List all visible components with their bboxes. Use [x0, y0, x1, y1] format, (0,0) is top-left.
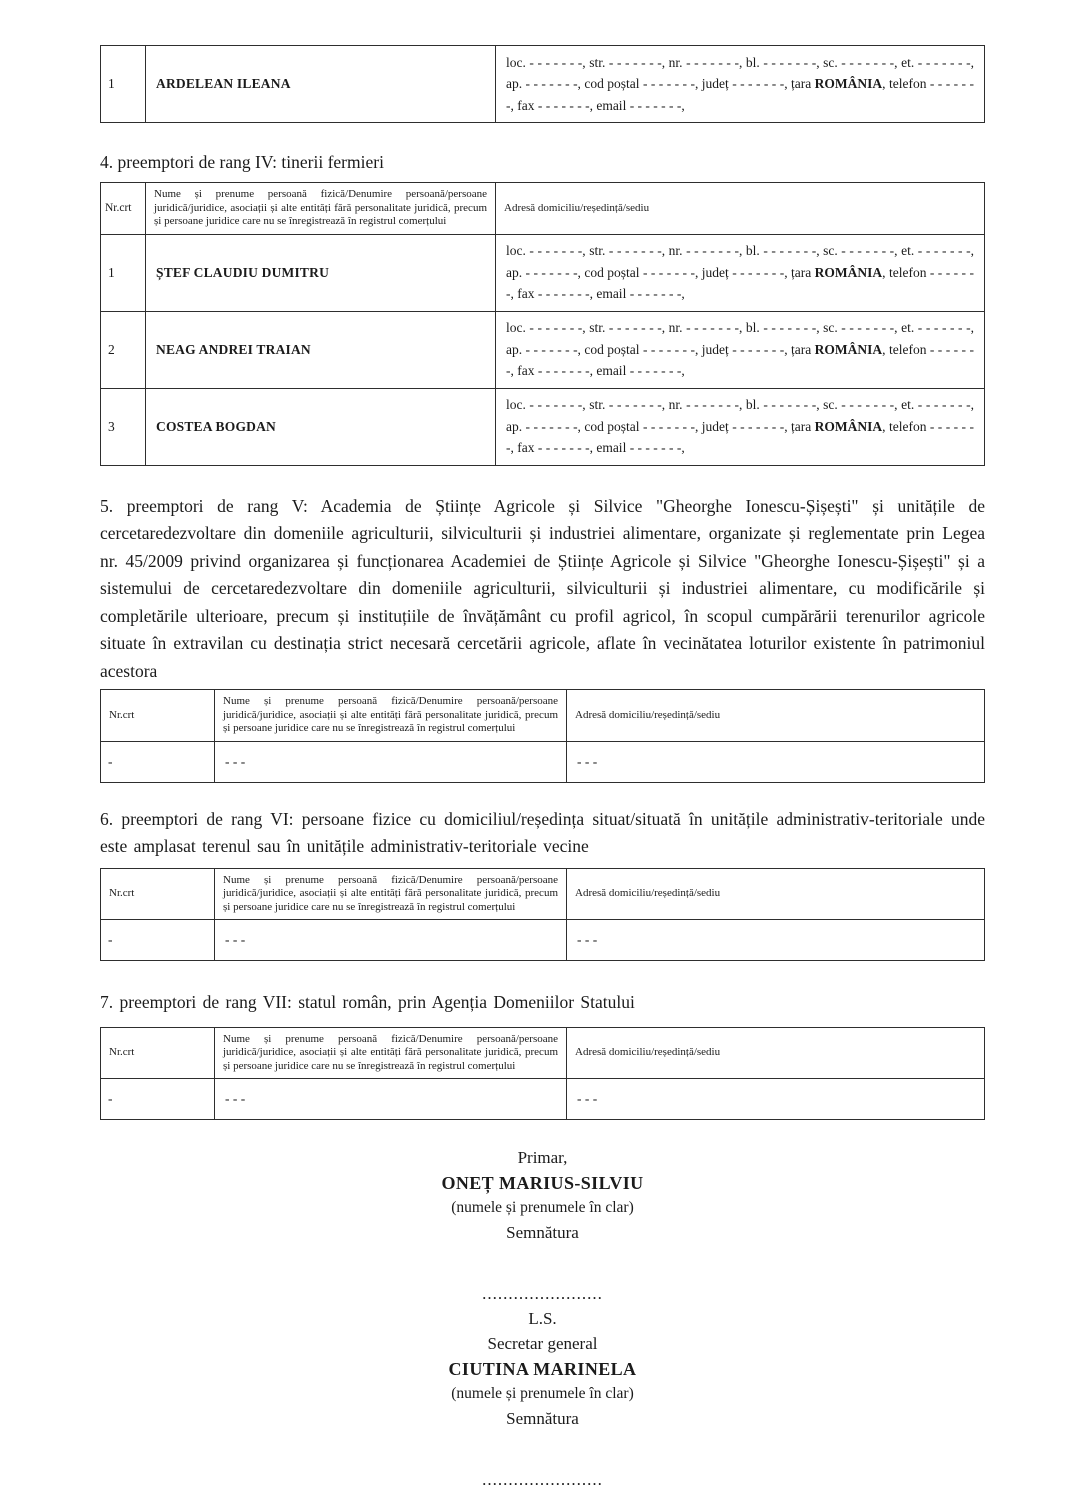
header-name: Nume și prenume persoană fizică/Denumire persoană/persoane juridică/juridice, asociații și alte entități fără personalitate juridică, precum și persoane juridice care nu se înregistrează în registrul comerțului: [146, 183, 496, 235]
country-name: ROMÂNIA: [814, 76, 883, 92]
header-address: Adresă domiciliu/reședință/sediu: [567, 868, 985, 920]
signature-block: [100, 1149, 985, 1489]
continuation-table: [100, 45, 985, 123]
header-address: Adresă domiciliu/reședință/sediu: [567, 690, 985, 742]
name-note: (numele și prenumele în clar): [451, 1199, 634, 1216]
address-cell: [496, 46, 985, 123]
table-row: [101, 234, 985, 311]
address-text: , telefon - - - - - - -, fax - - - - - - -, email - - - - - - -,: [506, 76, 974, 113]
country-name: ROMÂNIA: [814, 418, 883, 434]
person-name: - - -: [215, 741, 567, 782]
table-header-row: [101, 1027, 985, 1079]
rang-4-table: [100, 182, 985, 466]
header-address: Adresă domiciliu/reședință/sediu: [567, 1027, 985, 1079]
header-name: Nume și prenume persoană fizică/Denumire persoană/persoane juridică/juridice, asociații și alte entități fără personalitate juridică, precum și persoane juridice care nu se înregistrează în registrul comerțului: [215, 1027, 567, 1079]
signature-dotted-line: .......................: [482, 1470, 603, 1489]
header-name: Nume și prenume persoană fizică/Denumire persoană/persoane juridică/juridice, asociații și alte entități fără personalitate juridică, precum și persoane juridice care nu se înregistrează în registrul comerțului: [215, 868, 567, 920]
signature-label: Semnătura: [506, 1409, 579, 1428]
address-cell: - - -: [567, 1079, 985, 1120]
signature-dotted-line: .......................: [482, 1284, 603, 1303]
country-name: ROMÂNIA: [814, 341, 883, 357]
table-row: [101, 46, 985, 123]
name-note: (numele și prenumele în clar): [451, 1385, 634, 1402]
person-name: NEAG ANDREI TRAIAN: [146, 311, 496, 388]
table-row: [101, 1079, 985, 1120]
row-number: -: [101, 920, 215, 961]
country-name: ROMÂNIA: [814, 264, 883, 280]
address-cell: - - -: [567, 741, 985, 782]
section-4-heading: 4. preemptori de rang IV: tinerii fermieri: [100, 152, 384, 172]
address-text: , telefon - - - - - - -, fax - - - - - - -, email - - - - - - -,: [506, 264, 974, 302]
table-row: [101, 920, 985, 961]
address-text: , telefon - - - - - - -, fax - - - - - - -, email - - - - - - -,: [506, 418, 974, 456]
secretar-name: CIUTINA MARINELA: [448, 1359, 637, 1379]
header-nr: Nr.crt: [101, 690, 215, 742]
address-text: loc. - - - - - - -, str. - - - - - - -, nr. - - - - - - -, bl. - - - - - - -, sc. - - - - - - -, et. - - - - - - -, ap. - - - - - - -, cod poștal - - - - - - -, județ - - - - - - -, țara: [506, 397, 974, 434]
row-number: -: [101, 741, 215, 782]
header-nr: Nr.crt: [101, 183, 146, 235]
table-row: [101, 741, 985, 782]
header-name: Nume și prenume persoană fizică/Denumire persoană/persoane juridică/juridice, asociații și alte entități fără personalitate juridică, precum și persoane juridice care nu se înregistrează în registrul comerțului: [215, 690, 567, 742]
primar-title: Primar,: [517, 1148, 568, 1167]
person-name: ARDELEAN ILEANA: [146, 46, 496, 123]
address-text: loc. - - - - - - -, str. - - - - - - -, nr. - - - - - - -, bl. - - - - - - -, sc. - - - - - - -, et. - - - - - - -, ap. - - - - - - -, cod poștal - - - - - - -, județ - - - - - - -, țara: [506, 320, 974, 357]
person-name: - - -: [215, 1079, 567, 1120]
section-5-paragraph: 5. preemptori de rang V: Academia de Științe Agricole și Silvice "Gheorghe Ionescu-Șișești" și unitățile de cercetaredezvoltare din domeniile agriculturii, silviculturii și industriei alimentare, organizate și reglementate prin Legea nr. 45/2009 privind organizarea și funcționarea Academiei de Științe Agricole și Silvice "Gheorghe Ionescu-Șișești" și a sistemului de cercetaredezvoltare din domeniile agriculturii, silviculturii și industriei alimentare, cu modificările și completările ulterioare, precum și instituțiile de învățământ cu profil agricol, în scopul cumpărării terenurilor agricole situate în extravilan cu destinația strict necesară cercetării agricole, aflate în vecinătatea loturilor existente în patrimoniul acestora: [100, 495, 985, 681]
section-7-paragraph: 7. preemptori de rang VII: statul român, prin Agenția Domeniilor Statului: [100, 992, 635, 1012]
table-header-row: [101, 868, 985, 920]
person-name: COSTEA BOGDAN: [146, 388, 496, 465]
row-number: -: [101, 1079, 215, 1120]
row-number: 1: [101, 46, 146, 123]
header-address: Adresă domiciliu/reședință/sediu: [496, 183, 985, 235]
primar-name: ONEȚ MARIUS-SILVIU: [441, 1173, 644, 1193]
address-cell: [496, 388, 985, 465]
address-text: , telefon - - - - - - -, fax - - - - - - -, email - - - - - - -,: [506, 341, 974, 379]
address-cell: [496, 234, 985, 311]
section-6-paragraph: 6. preemptori de rang VI: persoane fizice cu domiciliul/reședința situat/situată în unitățile administrativ-teritoriale unde este amplasat terenul sau în unitățile administrativ-teritoriale vecine: [100, 808, 985, 856]
header-nr: Nr.crt: [101, 1027, 215, 1079]
row-number: 2: [101, 311, 146, 388]
header-nr: Nr.crt: [101, 868, 215, 920]
table-header-row: [101, 690, 985, 742]
address-cell: [496, 311, 985, 388]
person-name: - - -: [215, 920, 567, 961]
table-row: [101, 388, 985, 465]
address-cell: - - -: [567, 920, 985, 961]
signature-label: Semnătura: [506, 1223, 579, 1242]
address-text: loc. - - - - - - -, str. - - - - - - -, nr. - - - - - - -, bl. - - - - - - -, sc. - - - - - - -, et. - - - - - - -, ap. - - - - - - -, cod poștal - - - - - - -, județ - - - - - - -, țara: [506, 54, 974, 92]
table-header-row: [101, 183, 985, 235]
rang-5-table: [100, 689, 985, 783]
row-number: 1: [101, 234, 146, 311]
person-name: ȘTEF CLAUDIU DUMITRU: [146, 234, 496, 311]
table-row: [101, 311, 985, 388]
ls-label: L.S.: [528, 1309, 557, 1328]
row-number: 3: [101, 388, 146, 465]
rang-6-table: [100, 868, 985, 962]
rang-7-table: [100, 1027, 985, 1121]
address-text: loc. - - - - - - -, str. - - - - - - -, nr. - - - - - - -, bl. - - - - - - -, sc. - - - - - - -, et. - - - - - - -, ap. - - - - - - -, cod poștal - - - - - - -, județ - - - - - - -, țara: [506, 243, 974, 280]
secretar-title: Secretar general: [487, 1334, 598, 1353]
